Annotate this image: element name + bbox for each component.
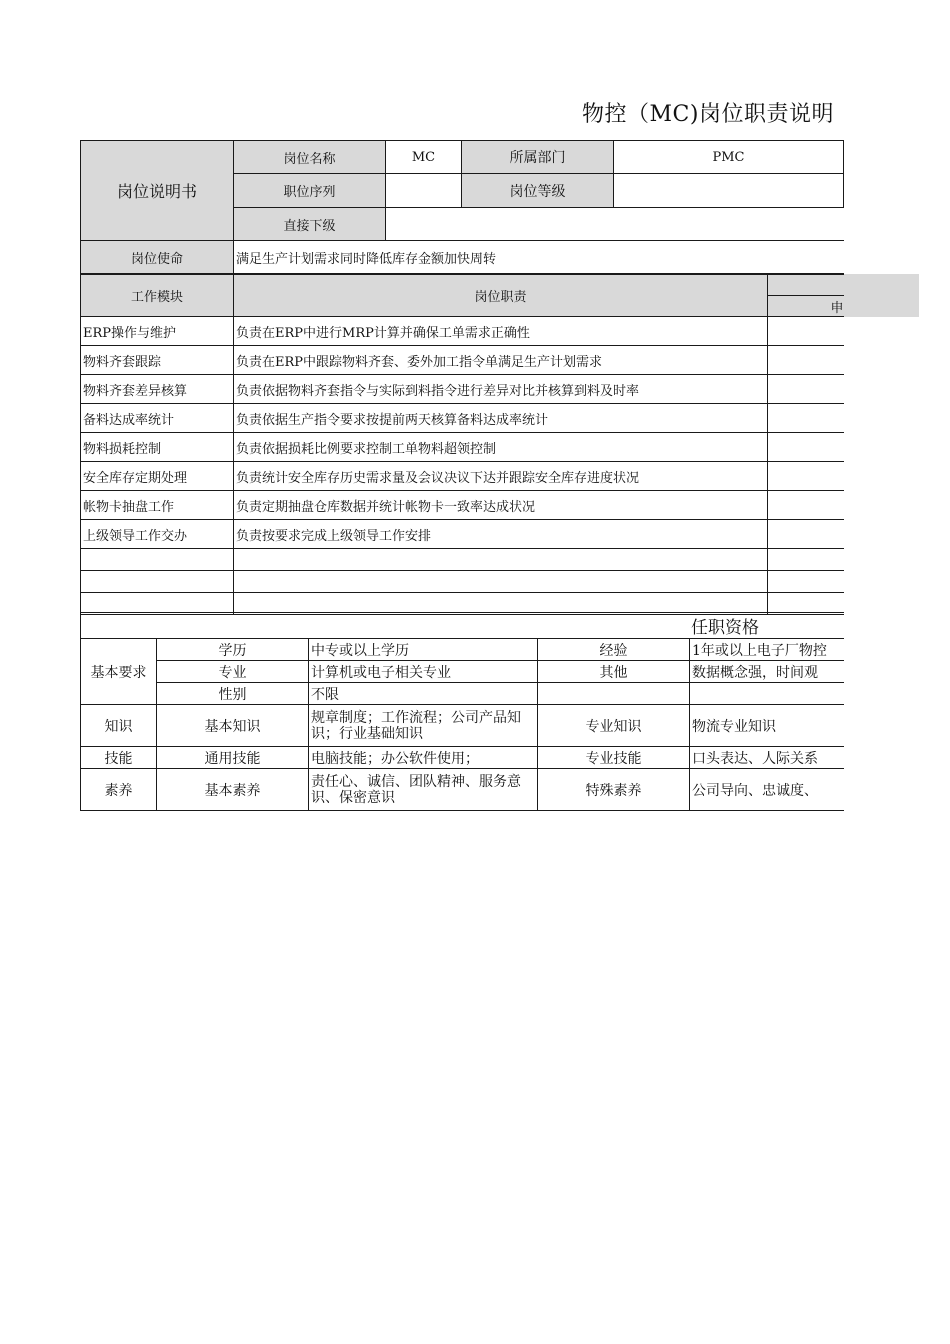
duty-module: 物料损耗控制: [81, 433, 234, 462]
major-value: 计算机或电子相关专业: [309, 661, 538, 683]
basic-quality-value: 责任心、诚信、团队精神、服务意识、保密意识: [309, 769, 538, 811]
duty-header-partial: 申: [768, 296, 844, 317]
quals-section-title: 任职资格: [81, 613, 844, 639]
seq-value: [386, 174, 462, 208]
duty-header-duty: 岗位职责: [234, 275, 768, 317]
dept-value: PMC: [614, 141, 844, 174]
duty-module: 备料达成率统计: [81, 404, 234, 433]
mission-value: 满足生产计划需求同时降低库存金额加快周转: [234, 241, 844, 274]
pro-skill-value: 口头表达、人际关系: [690, 747, 844, 769]
post-name-label: 岗位名称: [234, 141, 386, 174]
duty-extra: [768, 433, 844, 462]
major-label: 专业: [157, 661, 309, 683]
duty-module: 上级领导工作交办: [81, 520, 234, 549]
sub-label: 直接下级: [234, 208, 386, 241]
duty-extra: [768, 346, 844, 375]
pro-skill-label: 专业技能: [538, 747, 690, 769]
duty-text: 负责依据损耗比例要求控制工单物料超领控制: [234, 433, 768, 462]
pro-knowledge-value: 物流专业知识: [690, 705, 844, 747]
pro-knowledge-label: 专业知识: [538, 705, 690, 747]
duty-text: 负责定期抽盘仓库数据并统计帐物卡一致率达成状况: [234, 491, 768, 520]
doc-label: 岗位说明书: [81, 141, 234, 241]
basic-quality-label: 基本素养: [157, 769, 309, 811]
duty-module: 帐物卡抽盘工作: [81, 491, 234, 520]
duty-extra: [768, 462, 844, 491]
duty-extra: [768, 571, 844, 593]
duty-text: 负责按要求完成上级领导工作安排: [234, 520, 768, 549]
knowledge-label: 知识: [81, 705, 157, 747]
basic-knowledge-value: 规章制度；工作流程；公司产品知识；行业基础知识: [309, 705, 538, 747]
duty-module: 安全库存定期处理: [81, 462, 234, 491]
grade-value: [614, 174, 844, 208]
duty-module: [81, 571, 234, 593]
duty-text: [234, 549, 768, 571]
exp-label: 经验: [538, 639, 690, 661]
basic-knowledge-label: 基本知识: [157, 705, 309, 747]
duty-text: 负责依据生产指令要求按提前两天核算备料达成率统计: [234, 404, 768, 433]
general-skill-label: 通用技能: [157, 747, 309, 769]
duty-extra: [768, 491, 844, 520]
duty-extra: [768, 404, 844, 433]
quals-table: [80, 612, 844, 811]
duty-text: [234, 571, 768, 593]
gender-value: 不限: [309, 683, 538, 705]
duty-header-module: 工作模块: [81, 275, 234, 317]
post-name-value: MC: [386, 141, 462, 174]
duty-text: 负责在ERP中进行MRP计算并确保工单需求正确性: [234, 317, 768, 346]
duty-text: 负责统计安全库存历史需求量及会议决议下达并跟踪安全库存进度状况: [234, 462, 768, 491]
seq-label: 职位序列: [234, 174, 386, 208]
edu-value: 中专或以上学历: [309, 639, 538, 661]
grade-label: 岗位等级: [462, 174, 614, 208]
duty-module: 物料齐套跟踪: [81, 346, 234, 375]
header-grey-block: [843, 274, 919, 317]
other-label: 其他: [538, 661, 690, 683]
mission-label: 岗位使命: [81, 241, 234, 274]
gender-label: 性别: [157, 683, 309, 705]
special-quality-value: 公司导向、忠诚度、: [690, 769, 844, 811]
quality-label: 素养: [81, 769, 157, 811]
duty-text: 负责在ERP中跟踪物料齐套、委外加工指令单满足生产计划需求: [234, 346, 768, 375]
duty-header-extra-top: [768, 275, 844, 296]
special-quality-label: 特殊素养: [538, 769, 690, 811]
duty-table: [80, 274, 844, 615]
duty-extra: [768, 317, 844, 346]
empty-cell: [690, 683, 844, 705]
duty-extra: [768, 520, 844, 549]
duty-module: 物料齐套差异核算: [81, 375, 234, 404]
header-table: [80, 140, 844, 274]
empty-cell: [538, 683, 690, 705]
page-title: 物控（MC)岗位职责说明: [582, 102, 834, 127]
duty-module: ERP操作与维护: [81, 317, 234, 346]
duty-text: 负责依据物料齐套指令与实际到料指令进行差异对比并核算到料及时率: [234, 375, 768, 404]
other-value: 数据概念强，时间观: [690, 661, 844, 683]
skill-label: 技能: [81, 747, 157, 769]
exp-value: 1年或以上电子厂物控: [690, 639, 844, 661]
general-skill-value: 电脑技能；办公软件使用；: [309, 747, 538, 769]
duty-extra: [768, 375, 844, 404]
basic-req-label: 基本要求: [81, 639, 157, 705]
dept-label: 所属部门: [462, 141, 614, 174]
edu-label: 学历: [157, 639, 309, 661]
sub-value: [386, 208, 844, 241]
duty-module: [81, 549, 234, 571]
duty-extra: [768, 549, 844, 571]
